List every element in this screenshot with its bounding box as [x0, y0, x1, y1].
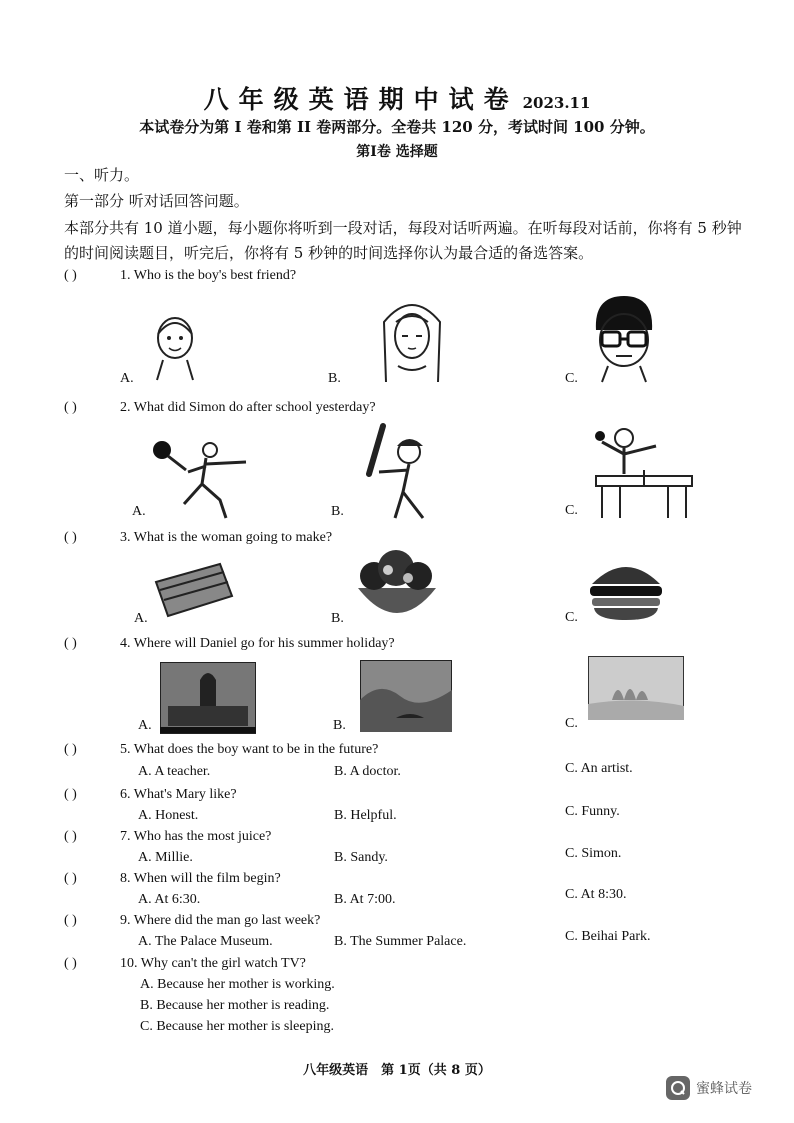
- question-text: 10. Why can't the girl watch TV?: [120, 956, 306, 971]
- question-text: 3. What is the woman going to make?: [120, 530, 333, 545]
- q1-option-c[interactable]: C.: [565, 371, 578, 386]
- q6-option-c[interactable]: C. Funny.: [565, 804, 620, 819]
- q5-option-a[interactable]: A. A teacher.: [138, 764, 211, 779]
- answer-blank[interactable]: ( ): [64, 742, 77, 757]
- q8-option-c[interactable]: C. At 8:30.: [565, 887, 627, 902]
- opera-house-photo: [588, 656, 684, 720]
- exam-title: [0, 80, 794, 116]
- q8-option-a[interactable]: A. At 6:30.: [138, 892, 201, 907]
- salad-bowl-picture: [352, 548, 442, 626]
- q9-option-b[interactable]: B. The Summer Palace.: [334, 934, 467, 949]
- q5-option-c[interactable]: C. An artist.: [565, 761, 633, 776]
- q1-option-a[interactable]: A.: [120, 371, 134, 386]
- title-year: 2023.11: [522, 94, 591, 112]
- question-10: [64, 956, 306, 972]
- question-1: [64, 268, 296, 284]
- question-text: 1. Who is the boy's best friend?: [120, 268, 297, 283]
- volume-heading: 第I卷 选择题: [356, 144, 438, 160]
- question-text: 6. What's Mary like?: [120, 787, 237, 802]
- answer-blank[interactable]: ( ): [64, 636, 77, 651]
- question-8: [64, 871, 281, 887]
- q8-option-b[interactable]: B. At 7:00.: [334, 892, 396, 907]
- question-3: [64, 530, 332, 546]
- capitol-building-photo: [160, 662, 256, 734]
- question-text: 8. When will the film begin?: [120, 871, 281, 886]
- question-4: [64, 636, 395, 652]
- answer-blank[interactable]: ( ): [64, 400, 77, 415]
- hamburger-picture: [586, 556, 666, 622]
- question-5: [64, 742, 378, 758]
- question-text: 2. What did Simon do after school yesterday?: [120, 400, 376, 415]
- q4-option-a[interactable]: A.: [138, 718, 152, 733]
- question-text: 7. Who has the most juice?: [120, 829, 272, 844]
- q7-option-a[interactable]: A. Millie.: [138, 850, 193, 865]
- answer-blank[interactable]: ( ): [64, 956, 77, 971]
- question-2: [64, 400, 376, 416]
- q10-option-c[interactable]: C. Because her mother is sleeping.: [140, 1019, 335, 1034]
- q6-option-b[interactable]: B. Helpful.: [334, 808, 397, 823]
- exam-subtitle: 本试卷分为第 I 卷和第 II 卷两部分。全卷共 120 分，考试时间 100 分钟。: [139, 118, 655, 136]
- question-text: 5. What does the boy want to be in the future?: [120, 742, 379, 757]
- table-tennis-player-picture: [590, 424, 700, 520]
- q10-option-b[interactable]: B. Because her mother is reading.: [140, 998, 330, 1013]
- q1-option-b[interactable]: B.: [328, 371, 341, 386]
- question-6: [64, 787, 237, 803]
- q3-option-a[interactable]: A.: [134, 611, 148, 626]
- q3-option-b[interactable]: B.: [331, 611, 344, 626]
- answer-blank[interactable]: ( ): [64, 268, 77, 283]
- answer-blank[interactable]: ( ): [64, 829, 77, 844]
- q9-option-c[interactable]: C. Beihai Park.: [565, 929, 651, 944]
- tennis-player-picture: [150, 438, 254, 520]
- answer-blank[interactable]: ( ): [64, 787, 77, 802]
- title-text: 八年级英语期中试卷: [203, 85, 519, 114]
- q9-option-a[interactable]: A. The Palace Museum.: [138, 934, 273, 949]
- landscape-photo: [360, 660, 452, 732]
- question-text: 9. Where did the man go last week?: [120, 913, 321, 928]
- watermark-label: 蜜蜂试卷: [696, 1081, 752, 1097]
- q2-option-b[interactable]: B.: [331, 504, 344, 519]
- girl-short-hair-picture: [145, 308, 205, 382]
- page-footer: 八年级英语 第 1页（共 8 页）: [303, 1063, 491, 1078]
- q3-option-c[interactable]: C.: [565, 610, 578, 625]
- section-title: 一、听力。: [64, 166, 140, 184]
- answer-blank[interactable]: ( ): [64, 530, 77, 545]
- baseball-player-picture: [365, 422, 437, 522]
- q2-option-a[interactable]: A.: [132, 504, 146, 519]
- answer-blank[interactable]: ( ): [64, 913, 77, 928]
- q7-option-b[interactable]: B. Sandy.: [334, 850, 388, 865]
- watermark: [666, 1076, 752, 1100]
- bee-logo-icon: [666, 1076, 690, 1100]
- q5-option-b[interactable]: B. A doctor.: [334, 764, 401, 779]
- question-9: [64, 913, 320, 929]
- q4-option-b[interactable]: B.: [333, 718, 346, 733]
- girl-long-hair-picture: [372, 292, 452, 384]
- sandwich-picture: [150, 558, 236, 620]
- part-instructions: 本部分共有 10 道小题，每小题你将听到一段对话，每段对话听两遍。在听每段对话前，你将有 5 秒钟的时间阅读题目，听完后，你将有 5 秒钟的时间选择你认为最合适的备选答案。: [64, 219, 742, 262]
- q4-option-c[interactable]: C.: [565, 716, 578, 731]
- question-7: [64, 829, 271, 845]
- answer-blank[interactable]: ( ): [64, 871, 77, 886]
- q6-option-a[interactable]: A. Honest.: [138, 808, 199, 823]
- question-text: 4. Where will Daniel go for his summer holiday?: [120, 636, 395, 651]
- boy-glasses-picture: [588, 294, 660, 384]
- q2-option-c[interactable]: C.: [565, 503, 578, 518]
- q10-option-a[interactable]: A. Because her mother is working.: [140, 977, 335, 992]
- part-title: 第一部分 听对话回答问题。: [64, 192, 249, 210]
- q7-option-c[interactable]: C. Simon.: [565, 846, 622, 861]
